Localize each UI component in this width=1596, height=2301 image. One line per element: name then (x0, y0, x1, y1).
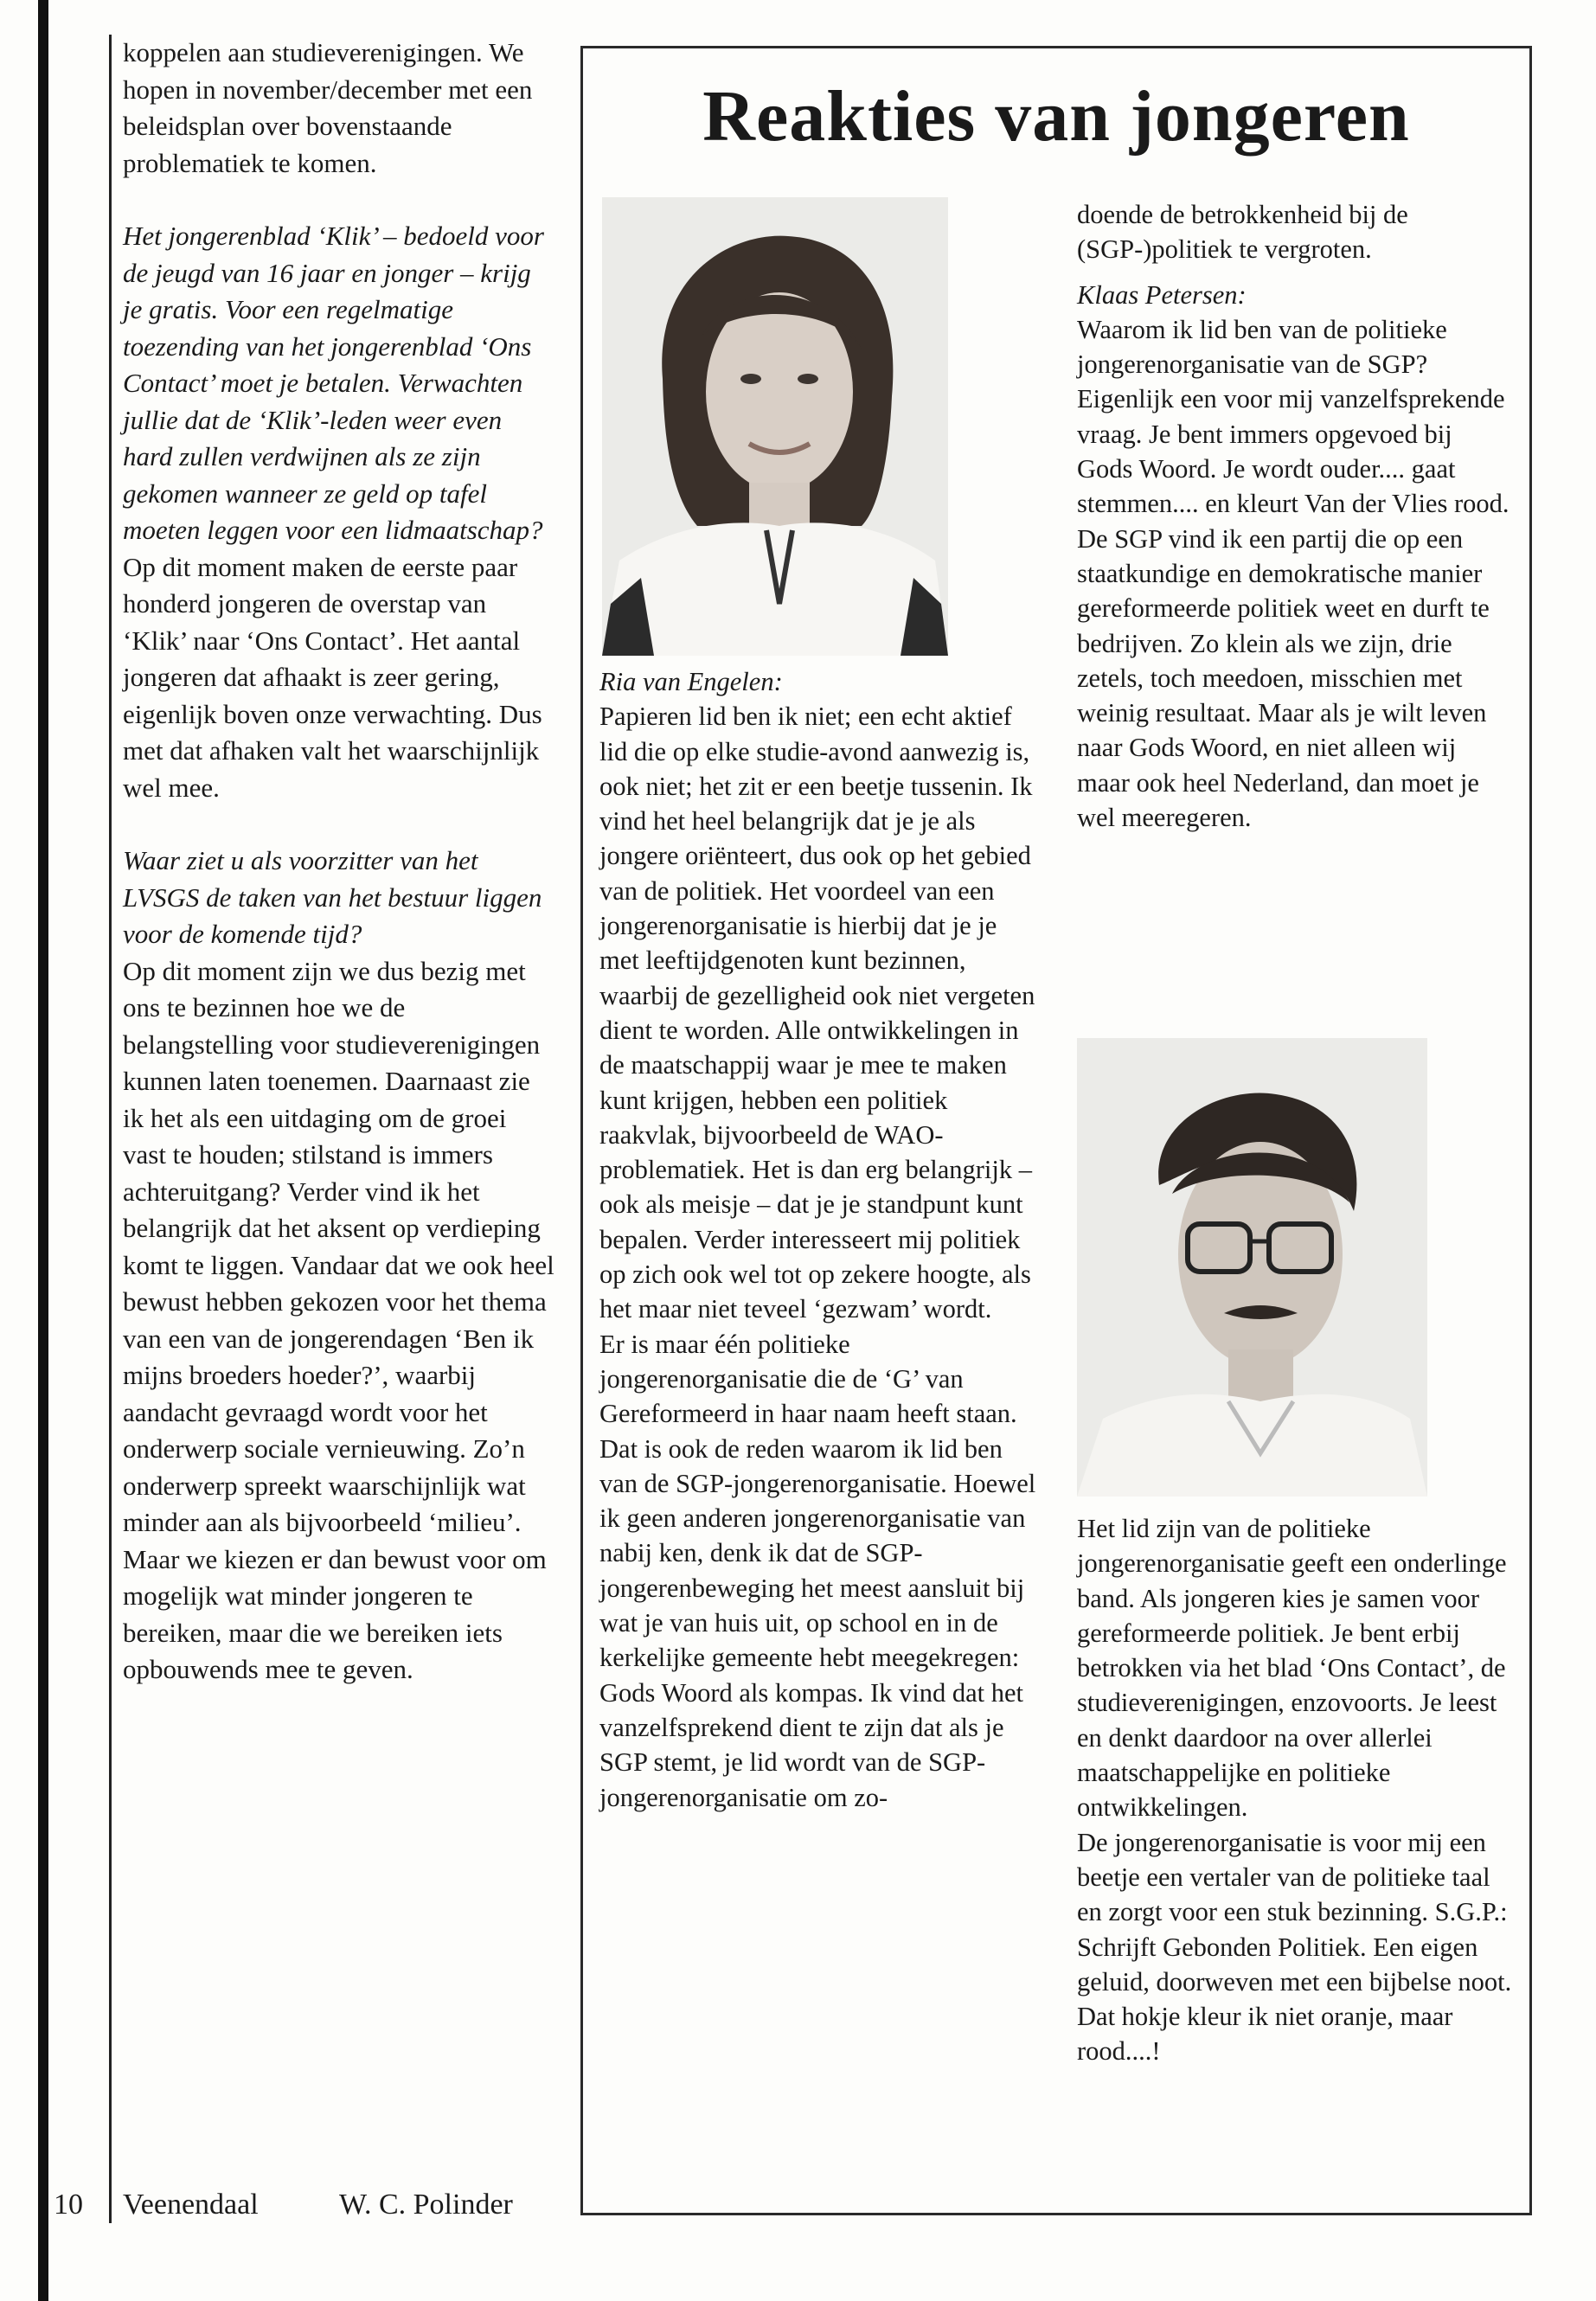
right-column-top (1077, 197, 1514, 835)
klaas-text-3: De jongerenorganisatie is voor mij een beetje een vertaler van de politieke taal en zorgt voor een stuk bezinning. S.G.P.: Schrijft Gebonden Politiek. Een eigen geluid, doorweven met een bijbelse noot. Dat hokje kleur ik niet oranje, maar rood....! (1077, 1827, 1512, 2067)
ria-text: Papieren lid ben ik niet; een echt aktief lid die op elke studie-avond aanwezig is, ook niet; het zit er een beetje tussenin. Ik vind het heel belangrijk dat je je als jongere oriënteert, dus ook op het gebied van de politiek. Het voordeel van een jongerenorganisatie is hierbij dat je je met leeftijdgenoten kunt bezinnen, waarbij de gezelligheid ook niet vergeten dient te worden. Alle ontwikkelingen in de maatschappij waar je mee te maken kunt krijgen, hebben een politiek raakvlak, bijvoorbeeld de WAO-problematiek. Het is dan erg belangrijk – ook als meisje – dat je je standpunt kunt bepalen. Verder interesseert mij politiek op zich ook wel tot op zekere hoogte, als het maar niet teveel ‘gezwam’ wordt. (599, 702, 1035, 1324)
portrait-ria-icon (602, 197, 948, 656)
ria-column (599, 664, 1036, 1815)
ria-caption: Ria van Engelen: (599, 667, 783, 696)
klaas-text: Waarom ik lid ben van de politieke jongerenorganisatie van de SGP? Eigenlijk een voor mij vanzelfsprekende vraag. Je bent immers opgevoed bij Gods Woord. Je wordt ouder.... gaat stemmen.... en kleurt Van der Vlies rood. De SGP vind ik een partij die op een staatkundige en demokratische manier gereformeerde politiek weet en durft te bedrijven. Zo klein als we zijn, drie zetels, toch meedoen, misschien met weinig resultaat. Maar als je wilt leven naar Gods Woord, en niet alleen wij maar ook heel Nederland, dan moet je wel meeregeren. (1077, 314, 1509, 833)
portrait-klaas-photo (1077, 1038, 1427, 1497)
question-1: Het jongerenblad ‘Klik’ – bedoeld voor de jeugd van 16 jaar en jonger – krijg je gratis. Voor een regelmatige toezending van het jongerenblad ‘Ons Contact’ moet je betalen. Verwachten jullie dat de ‘Klik’-leden weer even hard zullen verdwijnen als ze zijn gekomen wanneer ze geld op tafel moeten leggen voor een lidmaatschap? (123, 221, 544, 545)
question-2: Waar ziet u als voorzitter van het LVSGS de taken van het bestuur liggen voor de komende tijd? (123, 845, 542, 949)
article-headline: Reakties van jongeren (702, 76, 1410, 157)
klaas-column-bottom (1077, 1511, 1514, 2069)
klaas-text-2: Het lid zijn van de politieke jongerenorganisatie geeft een onderlinge band. Als jongeren kies je samen voor gereformeerde politiek. Je bent erbij betrokken via het blad ‘Ons Contact’, de studieverenigingen, enzovoorts. Je leest en denkt daardoor na over allerlei maatschappelijke en politieke ontwikkelingen. (1077, 1514, 1507, 1823)
footer-city: Veenendaal (123, 2189, 259, 2221)
ria-text-2: Er is maar één politieke jongerenorganisatie die de ‘G’ van Gereformeerd in haar naam heeft staan. Dat is ook de reden waarom ik lid ben van de SGP-jongerenorganisatie. Hoewel ik geen anderen jongerenorganisatie van nabij ken, denk ik dat de SGP-jongerenbeweging het meest aansluit bij wat je van huis uit, op school en in de kerkelijke gemeente hebt meegekregen: Gods Woord als kompas. Ik vind dat het vanzelfsprekend dient te zijn dat als je SGP stemt, je lid wordt van de SGP-jongerenorganisatie om zo- (599, 1329, 1036, 1812)
interview-column (123, 35, 555, 1725)
column-rule (109, 35, 112, 2223)
page-number: 10 (54, 2189, 83, 2221)
ria-continuation: doende de betrokkenheid bij de (SGP-)politiek te vergroten. (1077, 200, 1408, 265)
footer-author: W. C. Polinder (339, 2189, 513, 2221)
intro-paragraph: koppelen aan studieverenigingen. We hopen in november/december met een beleidsplan over bovenstaande problematiek te komen. (123, 37, 533, 178)
answer-1: Op dit moment maken de eerste paar honderd jongeren de overstap van ‘Klik’ naar ‘Ons Contact’. Het aantal jongeren dat afhaakt is zeer gering, eigenlijk boven onze verwachting. Dus met dat afhaken valt het waarschijnlijk wel mee. (123, 551, 542, 803)
klaas-caption: Klaas Petersen: (1077, 279, 1247, 310)
portrait-ria-photo (602, 197, 948, 656)
answer-2: Op dit moment zijn we dus bezig met ons te bezinnen hoe we de belangstelling voor studieverenigingen kunnen laten toenemen. Daarnaast zie ik het als een uitdaging om de groei vast te houden; stilstand is immers achteruitgang? Verder vind ik het belangrijk dat het aksent op verdieping komt te liggen. Vandaar dat we ook heel bewust hebben gekozen voor het thema van een van de jongerendagen ‘Ben ik mijns broeders hoeder?’, waarbij aandacht gevraagd wordt voor het onderwerp sociale vernieuwing. Zo’n onderwerp spreekt waarschijnlijk wat minder aan als bijvoorbeeld ‘milieu’. Maar we kiezen er dan bewust voor om mogelijk wat minder jongeren te bereiken, maar die we bereiken iets opbouwends mee te geven. (123, 955, 554, 1684)
portrait-klaas-icon (1077, 1038, 1427, 1497)
page-edge-bar (38, 0, 48, 2301)
